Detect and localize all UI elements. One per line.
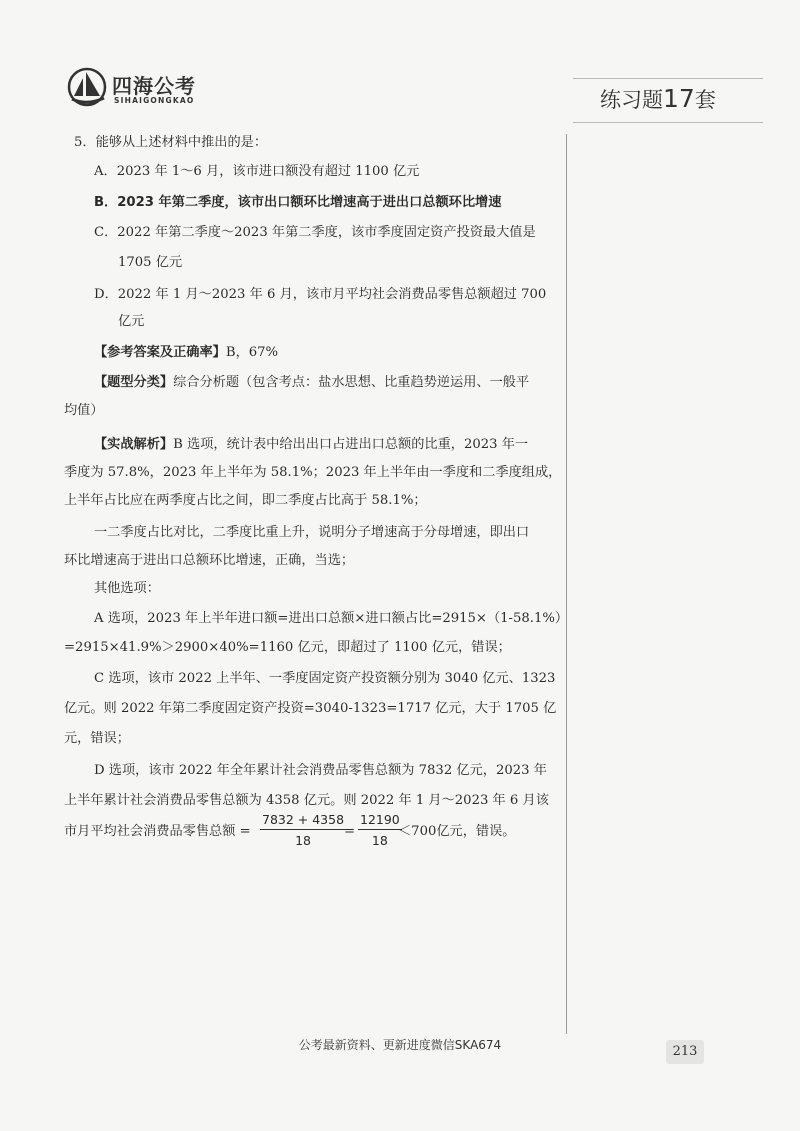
category-line2: 均值）: [64, 403, 104, 418]
analysis-tag: 【实战解析】: [94, 437, 174, 452]
option-c-line1: C．2022 年第二季度～2023 年第二季度，该市季度固定资产投资最大值是: [94, 225, 536, 240]
analysis-other-heading: 其他选项：: [94, 581, 160, 596]
analysis-text: B 选项，统计表中给出出口占进出口总额的比重，2023 年一: [173, 437, 529, 452]
option-d-line2: 亿元: [118, 314, 145, 329]
option-d-line1: D．2022 年 1 月～2023 年 6 月，该市月平均社会消费品零售总额超过 700: [94, 287, 547, 302]
answer-text: B，67%: [225, 345, 279, 360]
fraction-result: [358, 812, 402, 848]
analysis-line1: [94, 436, 528, 454]
header-rule-bottom: [573, 122, 763, 123]
analysis-line4: 一二季度占比对比，二季度比重上升，说明分子增速高于分母增速，即出口: [94, 525, 530, 540]
option-b: B．2023 年第二季度，该市出口额环比增速高于进出口总额环比增速: [94, 195, 502, 210]
category-tag: 【题型分类】: [94, 375, 174, 390]
header-rule-top: [573, 78, 763, 79]
analysis-d-line2: 上半年累计社会消费品零售总额为 4358 亿元。则 2022 年 1 月～2023 年 6 月该: [64, 793, 549, 808]
option-a: A．2023 年 1～6 月，该市进口额没有超过 1100 亿元: [94, 164, 420, 179]
analysis-a-line1: A 选项，2023 年上半年进口额=进出口总额×进口额占比=2915×（1-58.1%）: [94, 611, 569, 626]
analysis-line3: 上半年占比应在两季度占比之间，即二季度占比高于 58.1%；: [64, 493, 427, 508]
question-stem: 5．能够从上述材料中推出的是：: [74, 135, 268, 150]
analysis-c-line2: 亿元。则 2022 年第二季度固定资产投资=3040-1323=1717 亿元，大于 1705 亿: [64, 701, 557, 716]
footer-note: 公考最新资料、更新进度微信SKA674: [298, 1038, 502, 1052]
fraction-sum: [260, 812, 346, 848]
category-line1: [94, 374, 529, 392]
analysis-d-line3-pre: 市月平均社会消费品零售总额 =: [64, 824, 251, 839]
analysis-line2: 季度为 57.8%，2023 年上半年为 58.1%；2023 年上半年由一季度和二季度组成，: [64, 465, 562, 480]
set-title-suffix: 套: [694, 88, 716, 112]
analysis-d-line1: D 选项，该市 2022 年全年累计社会消费品零售总额为 7832 亿元，2023 年: [94, 763, 547, 778]
analysis-d-line3-post: ＜700亿元，错误。: [398, 824, 516, 839]
fraction-sum-denominator: 18: [295, 833, 311, 848]
logo-text-en: SIHAIGONGKAO: [114, 96, 195, 105]
analysis-line5: 环比增速高于进出口总额环比增速，正确，当选；: [64, 553, 355, 568]
answer-tag: 【参考答案及正确率】: [94, 345, 226, 360]
answer-line: [94, 344, 278, 362]
set-title-prefix: 练习题: [600, 88, 663, 112]
logo-text-cn: 四海公考: [112, 74, 196, 98]
fraction-result-denominator: 18: [371, 833, 388, 848]
logo: [66, 64, 216, 114]
analysis-c-line1: C 选项，该市 2022 上半年、一季度固定资产投资额分别为 3040 亿元、1323: [94, 671, 556, 686]
analysis-c-line3: 元，错误；: [64, 731, 130, 746]
set-title: [600, 84, 716, 114]
sailboat-logo-icon: [66, 64, 112, 110]
option-c-line2: 1705 亿元: [118, 255, 183, 270]
fraction-sum-numerator: 7832 + 4358: [260, 812, 346, 830]
category-text: 综合分析题（包含考点：盐水思想、比重趋势逆运用、一般平: [173, 375, 530, 390]
set-title-number: 17: [663, 84, 695, 113]
page-number: 213: [666, 1040, 704, 1064]
fraction-result-numerator: 12190: [358, 812, 402, 830]
analysis-a-line2: =2915×41.9%＞2900×40%=1160 亿元，即超过了 1100 亿元，错误；: [64, 640, 511, 655]
margin-rule: [566, 134, 567, 1034]
equals-sign: =: [344, 824, 356, 839]
